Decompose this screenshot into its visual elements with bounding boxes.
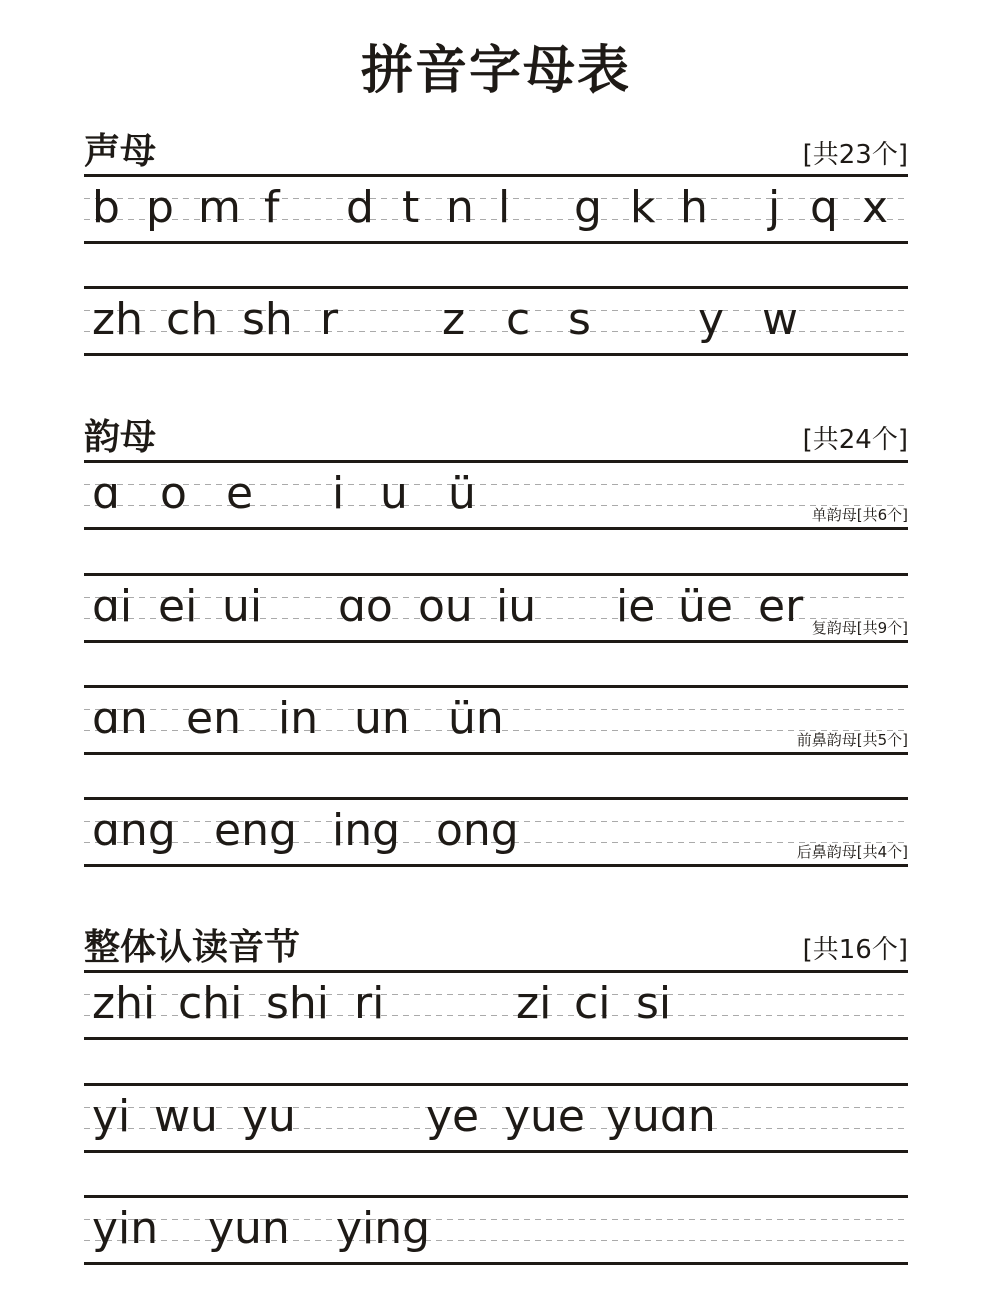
row-category-label: 后鼻韵母[共4个] — [796, 843, 908, 861]
pinyin-item: ci — [574, 978, 611, 1029]
row-category-label: 复韵母[共9个] — [811, 619, 908, 637]
pinyin-item: si — [636, 978, 672, 1029]
pinyin-item: ü — [448, 468, 476, 519]
pinyin-item: in — [278, 693, 319, 744]
pinyin-item: y — [698, 294, 725, 345]
pinyin-item: l — [498, 182, 511, 233]
pinyin-item: yin — [92, 1203, 159, 1254]
pinyin-item: s — [568, 294, 591, 345]
pinyin-item: m — [198, 182, 241, 233]
section-count-yunmu: [共24个] — [802, 425, 908, 455]
pinyin-item: ong — [436, 805, 519, 856]
writing-line-row — [84, 1083, 908, 1153]
pinyin-item: iu — [496, 581, 537, 632]
pinyin-item: eng — [214, 805, 297, 856]
writing-line-row — [84, 970, 908, 1040]
pinyin-item: j — [768, 182, 781, 233]
pinyin-item: ɑng — [92, 805, 176, 856]
pinyin-item: ie — [616, 581, 656, 632]
pinyin-item: zi — [516, 978, 552, 1029]
writing-line-row — [84, 797, 908, 867]
pinyin-item: ün — [448, 693, 504, 744]
pinyin-item: ɑn — [92, 693, 148, 744]
pinyin-item: ch — [166, 294, 219, 345]
row-category-label: 前鼻韵母[共5个] — [796, 731, 908, 749]
pinyin-item: o — [160, 468, 187, 519]
pinyin-item: shi — [266, 978, 330, 1029]
pinyin-item: üe — [678, 581, 733, 632]
pinyin-item: n — [446, 182, 474, 233]
pinyin-item: yuɑn — [606, 1091, 716, 1142]
pinyin-item: ɑo — [338, 581, 393, 632]
pinyin-item: ing — [332, 805, 401, 856]
pinyin-item: t — [402, 182, 420, 233]
pinyin-item: zh — [92, 294, 143, 345]
pinyin-item: f — [264, 182, 280, 233]
writing-line-row — [84, 1195, 908, 1265]
writing-line-row — [84, 460, 908, 530]
pinyin-item: ri — [354, 978, 385, 1029]
pinyin-item: ui — [222, 581, 263, 632]
writing-line-row — [84, 174, 908, 244]
pinyin-item: ɑi — [92, 581, 133, 632]
pinyin-item: h — [680, 182, 708, 233]
pinyin-item: chi — [178, 978, 243, 1029]
pinyin-item: ye — [426, 1091, 480, 1142]
page-title: 拼音字母表 — [360, 41, 631, 101]
row-category-label: 单韵母[共6个] — [811, 506, 908, 524]
section-title-yunmu: 韵母 — [84, 417, 157, 458]
pinyin-item: wu — [154, 1091, 218, 1142]
writing-line-row — [84, 573, 908, 643]
pinyin-item: ou — [418, 581, 473, 632]
pinyin-item: i — [332, 468, 345, 519]
writing-line-row — [84, 685, 908, 755]
pinyin-item: w — [762, 294, 798, 345]
pinyin-item: un — [354, 693, 410, 744]
pinyin-item: sh — [242, 294, 293, 345]
pinyin-item: ɑ — [92, 468, 120, 519]
pinyin-item: zhi — [92, 978, 156, 1029]
pinyin-item: k — [630, 182, 656, 233]
pinyin-item: yue — [504, 1091, 585, 1142]
pinyin-item: r — [320, 294, 339, 345]
pinyin-item: p — [146, 182, 174, 233]
pinyin-item: d — [346, 182, 374, 233]
pinyin-item: yun — [208, 1203, 290, 1254]
pinyin-item: en — [186, 693, 241, 744]
section-title-zhengti: 整体认读音节 — [84, 927, 301, 968]
pinyin-item: g — [574, 182, 602, 233]
pinyin-item: b — [92, 182, 120, 233]
pinyin-item: ying — [336, 1203, 431, 1254]
pinyin-item: q — [810, 182, 838, 233]
pinyin-item: yi — [92, 1091, 131, 1142]
pinyin-item: u — [380, 468, 408, 519]
section-count-shengmu: [共23个] — [802, 140, 908, 170]
section-title-shengmu: 声母 — [84, 131, 157, 172]
pinyin-item: c — [506, 294, 531, 345]
pinyin-item: e — [226, 468, 254, 519]
pinyin-item: ei — [158, 581, 198, 632]
writing-line-row — [84, 286, 908, 356]
section-count-zhengti: [共16个] — [802, 935, 908, 965]
pinyin-item: x — [862, 182, 889, 233]
pinyin-item: er — [758, 581, 804, 632]
pinyin-item: z — [442, 294, 466, 345]
pinyin-item: yu — [242, 1091, 296, 1142]
